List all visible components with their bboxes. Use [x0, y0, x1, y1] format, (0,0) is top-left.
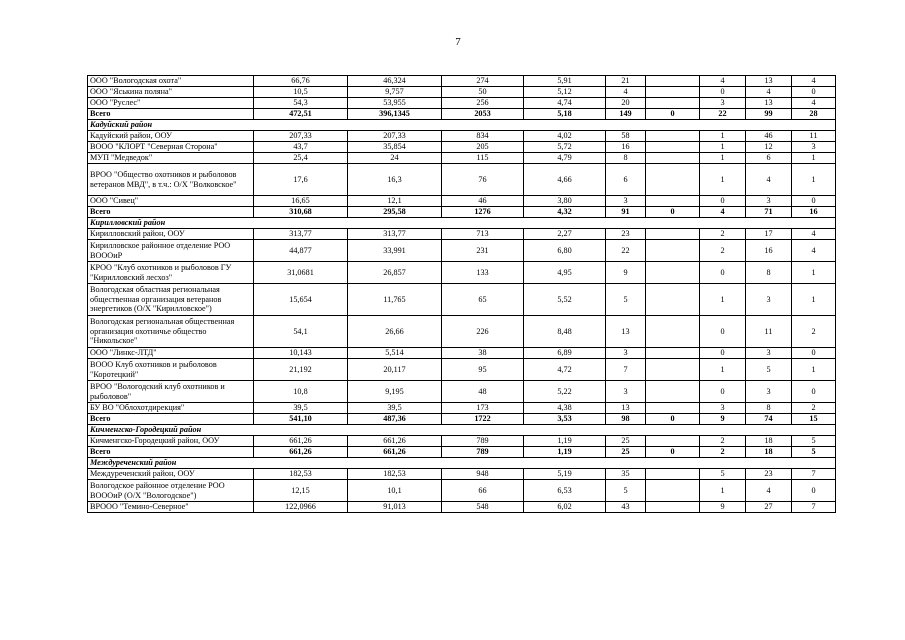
table-row [88, 480, 836, 502]
value-cell: 35,854 [348, 142, 442, 153]
value-cell: 6,80 [524, 240, 606, 262]
value-cell: 65 [442, 284, 524, 316]
value-cell [646, 229, 700, 240]
value-cell: 26,66 [348, 316, 442, 348]
value-cell: 18 [746, 447, 792, 458]
value-cell: 1 [700, 142, 746, 153]
value-cell: 226 [442, 316, 524, 348]
table-body [88, 76, 836, 513]
value-cell: 207,33 [348, 131, 442, 142]
value-cell: 22 [700, 109, 746, 120]
value-cell [646, 240, 700, 262]
value-cell: 10,143 [254, 348, 348, 359]
value-cell [646, 436, 700, 447]
value-cell: 0 [792, 196, 836, 207]
value-cell: 3 [700, 98, 746, 109]
value-cell: 548 [442, 502, 524, 513]
value-cell: 23 [746, 469, 792, 480]
value-cell: 76 [442, 164, 524, 196]
value-cell [646, 131, 700, 142]
value-cell: 5,91 [524, 76, 606, 87]
value-cell: 20 [606, 98, 646, 109]
organization-cell: Кирилловский район, ООУ [88, 229, 254, 240]
value-cell: 3 [700, 403, 746, 414]
value-cell: 48 [442, 381, 524, 403]
value-cell: 541,10 [254, 414, 348, 425]
value-cell: 0 [792, 480, 836, 502]
table-row [88, 76, 836, 87]
organization-cell: ВООО "КЛОРТ "Северная Сторона" [88, 142, 254, 153]
value-cell: 25,4 [254, 153, 348, 164]
value-cell: 5,72 [524, 142, 606, 153]
table-row [88, 436, 836, 447]
table-row [88, 348, 836, 359]
value-cell: 33,991 [348, 240, 442, 262]
district-header-row [88, 425, 836, 436]
organization-cell: Всего [88, 447, 254, 458]
value-cell: 1 [792, 359, 836, 381]
value-cell: 0 [792, 381, 836, 403]
value-cell: 0 [700, 196, 746, 207]
value-cell: 13 [606, 403, 646, 414]
value-cell: 54,3 [254, 98, 348, 109]
table-row [88, 131, 836, 142]
value-cell: 5 [792, 436, 836, 447]
organization-cell: Вологодская региональная общественная организация охотничье общество "Никольское" [88, 316, 254, 348]
organization-cell: ВООО Клуб охотников и рыболовов "Коротецкий" [88, 359, 254, 381]
value-cell: 6 [746, 153, 792, 164]
value-cell: 38 [442, 348, 524, 359]
value-cell: 313,77 [254, 229, 348, 240]
value-cell: 3 [606, 196, 646, 207]
value-cell: 0 [646, 447, 700, 458]
value-cell: 11 [792, 131, 836, 142]
value-cell: 11 [746, 316, 792, 348]
value-cell [646, 403, 700, 414]
value-cell: 22 [606, 240, 646, 262]
value-cell: 74 [746, 414, 792, 425]
value-cell: 4 [746, 87, 792, 98]
value-cell: 10,1 [348, 480, 442, 502]
value-cell: 3 [746, 284, 792, 316]
value-cell: 4 [792, 240, 836, 262]
value-cell: 9 [606, 262, 646, 284]
table-row [88, 262, 836, 284]
value-cell: 274 [442, 76, 524, 87]
value-cell: 149 [606, 109, 646, 120]
value-cell [646, 164, 700, 196]
value-cell: 4 [792, 76, 836, 87]
value-cell: 16 [792, 207, 836, 218]
value-cell: 2 [700, 240, 746, 262]
value-cell [646, 316, 700, 348]
value-cell [646, 262, 700, 284]
value-cell [646, 381, 700, 403]
table-row [88, 469, 836, 480]
value-cell: 3 [792, 142, 836, 153]
value-cell: 1 [792, 164, 836, 196]
table-row [88, 359, 836, 381]
value-cell: 4,74 [524, 98, 606, 109]
value-cell: 5 [792, 447, 836, 458]
value-cell: 8,48 [524, 316, 606, 348]
value-cell: 661,26 [254, 447, 348, 458]
value-cell: 4 [746, 164, 792, 196]
value-cell: 4 [792, 229, 836, 240]
value-cell: 2 [792, 403, 836, 414]
value-cell: 13 [606, 316, 646, 348]
value-cell: 0 [700, 381, 746, 403]
value-cell: 2 [700, 447, 746, 458]
organization-cell: Всего [88, 414, 254, 425]
value-cell: 10,8 [254, 381, 348, 403]
value-cell: 15 [792, 414, 836, 425]
table-row [88, 98, 836, 109]
value-cell: 4 [700, 207, 746, 218]
total-row [88, 207, 836, 218]
value-cell: 205 [442, 142, 524, 153]
organization-cell: Междуреченский район, ООУ [88, 469, 254, 480]
value-cell: 1,19 [524, 447, 606, 458]
value-cell: 16 [606, 142, 646, 153]
value-cell: 7 [606, 359, 646, 381]
value-cell: 1276 [442, 207, 524, 218]
value-cell: 207,33 [254, 131, 348, 142]
organization-cell: КРОО "Клуб охотников и рыболовов ГУ "Кирилловский лесхоз" [88, 262, 254, 284]
value-cell: 5,514 [348, 348, 442, 359]
value-cell: 472,51 [254, 109, 348, 120]
organization-cell: Вологодская областная региональная общественная организация ветеранов энергетиков (О/Х "Кирилловское") [88, 284, 254, 316]
value-cell: 39,5 [254, 403, 348, 414]
value-cell: 5 [700, 469, 746, 480]
value-cell: 661,26 [348, 436, 442, 447]
value-cell: 4,66 [524, 164, 606, 196]
value-cell: 0 [646, 109, 700, 120]
value-cell: 2 [700, 229, 746, 240]
value-cell: 17,6 [254, 164, 348, 196]
value-cell: 834 [442, 131, 524, 142]
value-cell: 2053 [442, 109, 524, 120]
value-cell: 12,1 [348, 196, 442, 207]
value-cell: 313,77 [348, 229, 442, 240]
district-title: Междуреченский район [88, 458, 836, 469]
value-cell: 0 [646, 207, 700, 218]
value-cell: 0 [700, 87, 746, 98]
value-cell: 2,27 [524, 229, 606, 240]
value-cell: 26,857 [348, 262, 442, 284]
value-cell: 4,72 [524, 359, 606, 381]
value-cell: 256 [442, 98, 524, 109]
value-cell: 12 [746, 142, 792, 153]
value-cell: 12,15 [254, 480, 348, 502]
value-cell: 661,26 [254, 436, 348, 447]
value-cell: 9,757 [348, 87, 442, 98]
district-header-row [88, 120, 836, 131]
value-cell: 91,013 [348, 502, 442, 513]
value-cell: 31,0681 [254, 262, 348, 284]
value-cell: 6,53 [524, 480, 606, 502]
value-cell: 9 [700, 414, 746, 425]
value-cell: 5 [746, 359, 792, 381]
value-cell: 1 [700, 131, 746, 142]
value-cell: 231 [442, 240, 524, 262]
table-row [88, 381, 836, 403]
value-cell: 16 [746, 240, 792, 262]
value-cell: 0 [792, 87, 836, 98]
value-cell: 1,19 [524, 436, 606, 447]
value-cell: 71 [746, 207, 792, 218]
value-cell: 3,80 [524, 196, 606, 207]
value-cell: 1 [700, 284, 746, 316]
value-cell: 43 [606, 502, 646, 513]
district-title: Кирилловский район [88, 218, 836, 229]
organization-cell: БУ ВО "Облохотдирекция" [88, 403, 254, 414]
value-cell: 91 [606, 207, 646, 218]
value-cell: 0 [700, 348, 746, 359]
value-cell: 1 [700, 359, 746, 381]
organization-cell: Кадуйский район, ООУ [88, 131, 254, 142]
value-cell: 24 [348, 153, 442, 164]
value-cell [646, 348, 700, 359]
organization-cell: ВРОО "Общество охотников и рыболовов ветеранов МВД", в т.ч.: О/Х "Волковское" [88, 164, 254, 196]
value-cell: 115 [442, 153, 524, 164]
value-cell: 5 [606, 480, 646, 502]
value-cell: 3 [746, 196, 792, 207]
organization-cell: ВРОО "Вологодский клуб охотников и рыболовов" [88, 381, 254, 403]
value-cell: 23 [606, 229, 646, 240]
district-title: Кадуйский район [88, 120, 836, 131]
organization-cell: Всего [88, 207, 254, 218]
total-row [88, 414, 836, 425]
value-cell [646, 87, 700, 98]
table-row [88, 196, 836, 207]
value-cell: 5,12 [524, 87, 606, 98]
table-row [88, 164, 836, 196]
total-row [88, 109, 836, 120]
value-cell: 66,76 [254, 76, 348, 87]
district-header-row [88, 458, 836, 469]
value-cell: 5,18 [524, 109, 606, 120]
table-row [88, 240, 836, 262]
organization-cell: ООО "Сивец" [88, 196, 254, 207]
organization-cell: Кирилловское районное отделение РОО ВОООиР [88, 240, 254, 262]
value-cell: 1 [792, 153, 836, 164]
table-row [88, 142, 836, 153]
organization-cell: ООО "Вологодская охота" [88, 76, 254, 87]
value-cell [646, 98, 700, 109]
value-cell: 46,324 [348, 76, 442, 87]
value-cell: 396,1345 [348, 109, 442, 120]
organization-cell: МУП "Медведок" [88, 153, 254, 164]
value-cell: 10,5 [254, 87, 348, 98]
value-cell: 6,89 [524, 348, 606, 359]
value-cell: 4,95 [524, 262, 606, 284]
value-cell: 4,32 [524, 207, 606, 218]
value-cell: 0 [700, 316, 746, 348]
value-cell: 1 [792, 262, 836, 284]
organization-cell: Вологодское районное отделение РОО ВОООиР (О/Х "Вологодское") [88, 480, 254, 502]
value-cell: 4,02 [524, 131, 606, 142]
value-cell: 4,38 [524, 403, 606, 414]
value-cell: 3 [606, 348, 646, 359]
district-header-row [88, 218, 836, 229]
value-cell: 5,19 [524, 469, 606, 480]
value-cell: 3 [746, 381, 792, 403]
value-cell [646, 359, 700, 381]
value-cell: 1 [700, 480, 746, 502]
value-cell: 35 [606, 469, 646, 480]
value-cell: 1 [700, 153, 746, 164]
value-cell: 13 [746, 76, 792, 87]
value-cell [646, 469, 700, 480]
value-cell: 27 [746, 502, 792, 513]
value-cell: 5,52 [524, 284, 606, 316]
value-cell: 25 [606, 447, 646, 458]
value-cell: 0 [700, 262, 746, 284]
value-cell: 182,53 [348, 469, 442, 480]
value-cell: 789 [442, 436, 524, 447]
value-cell [646, 480, 700, 502]
value-cell: 15,654 [254, 284, 348, 316]
value-cell: 6,02 [524, 502, 606, 513]
value-cell: 7 [792, 502, 836, 513]
value-cell [646, 76, 700, 87]
value-cell [646, 142, 700, 153]
value-cell: 6 [606, 164, 646, 196]
value-cell: 8 [606, 153, 646, 164]
value-cell: 13 [746, 98, 792, 109]
value-cell: 16,3 [348, 164, 442, 196]
value-cell: 487,36 [348, 414, 442, 425]
value-cell: 1 [700, 164, 746, 196]
value-cell: 9 [700, 502, 746, 513]
table-row [88, 284, 836, 316]
organization-cell: ООО "Руслес" [88, 98, 254, 109]
table-row [88, 153, 836, 164]
value-cell: 3 [746, 348, 792, 359]
value-cell: 8 [746, 403, 792, 414]
value-cell: 661,26 [348, 447, 442, 458]
organization-cell: Всего [88, 109, 254, 120]
value-cell [646, 153, 700, 164]
value-cell: 4 [746, 480, 792, 502]
value-cell: 11,765 [348, 284, 442, 316]
table-row [88, 87, 836, 98]
table-row [88, 229, 836, 240]
value-cell: 1722 [442, 414, 524, 425]
value-cell: 0 [646, 414, 700, 425]
value-cell: 50 [442, 87, 524, 98]
value-cell: 53,955 [348, 98, 442, 109]
value-cell: 46 [442, 196, 524, 207]
value-cell: 4 [700, 76, 746, 87]
value-cell: 8 [746, 262, 792, 284]
table-row [88, 316, 836, 348]
value-cell: 1 [792, 284, 836, 316]
value-cell: 16,65 [254, 196, 348, 207]
table-row [88, 403, 836, 414]
value-cell: 3 [606, 381, 646, 403]
value-cell: 44,877 [254, 240, 348, 262]
value-cell: 99 [746, 109, 792, 120]
value-cell: 948 [442, 469, 524, 480]
value-cell: 789 [442, 447, 524, 458]
value-cell: 182,53 [254, 469, 348, 480]
organization-cell: ООО "Линкс-ЛТД" [88, 348, 254, 359]
value-cell: 17 [746, 229, 792, 240]
value-cell: 95 [442, 359, 524, 381]
value-cell: 54,1 [254, 316, 348, 348]
hunting-grounds-table [87, 75, 836, 513]
value-cell: 20,117 [348, 359, 442, 381]
value-cell: 58 [606, 131, 646, 142]
value-cell: 4,79 [524, 153, 606, 164]
value-cell: 9,195 [348, 381, 442, 403]
table-row [88, 502, 836, 513]
value-cell: 0 [792, 348, 836, 359]
value-cell: 4 [606, 87, 646, 98]
value-cell: 46 [746, 131, 792, 142]
value-cell: 66 [442, 480, 524, 502]
value-cell: 2 [700, 436, 746, 447]
value-cell: 18 [746, 436, 792, 447]
value-cell: 98 [606, 414, 646, 425]
value-cell: 133 [442, 262, 524, 284]
value-cell: 173 [442, 403, 524, 414]
organization-cell: ВРООО "Темино-Северное" [88, 502, 254, 513]
organization-cell: Кичменгско-Городецкий район, ООУ [88, 436, 254, 447]
value-cell: 310,68 [254, 207, 348, 218]
value-cell [646, 196, 700, 207]
value-cell: 5 [606, 284, 646, 316]
value-cell [646, 284, 700, 316]
value-cell: 21 [606, 76, 646, 87]
value-cell: 7 [792, 469, 836, 480]
district-title: Кичменгско-Городецкий район [88, 425, 836, 436]
organization-cell: ООО "Яськина поляна" [88, 87, 254, 98]
value-cell: 2 [792, 316, 836, 348]
value-cell: 4 [792, 98, 836, 109]
value-cell: 43,7 [254, 142, 348, 153]
value-cell: 122,0966 [254, 502, 348, 513]
value-cell: 295,58 [348, 207, 442, 218]
value-cell: 39,5 [348, 403, 442, 414]
value-cell: 25 [606, 436, 646, 447]
value-cell: 3,53 [524, 414, 606, 425]
value-cell: 28 [792, 109, 836, 120]
value-cell: 21,192 [254, 359, 348, 381]
value-cell: 713 [442, 229, 524, 240]
total-row [88, 447, 836, 458]
page-number: 7 [455, 36, 461, 48]
value-cell: 5,22 [524, 381, 606, 403]
value-cell [646, 502, 700, 513]
